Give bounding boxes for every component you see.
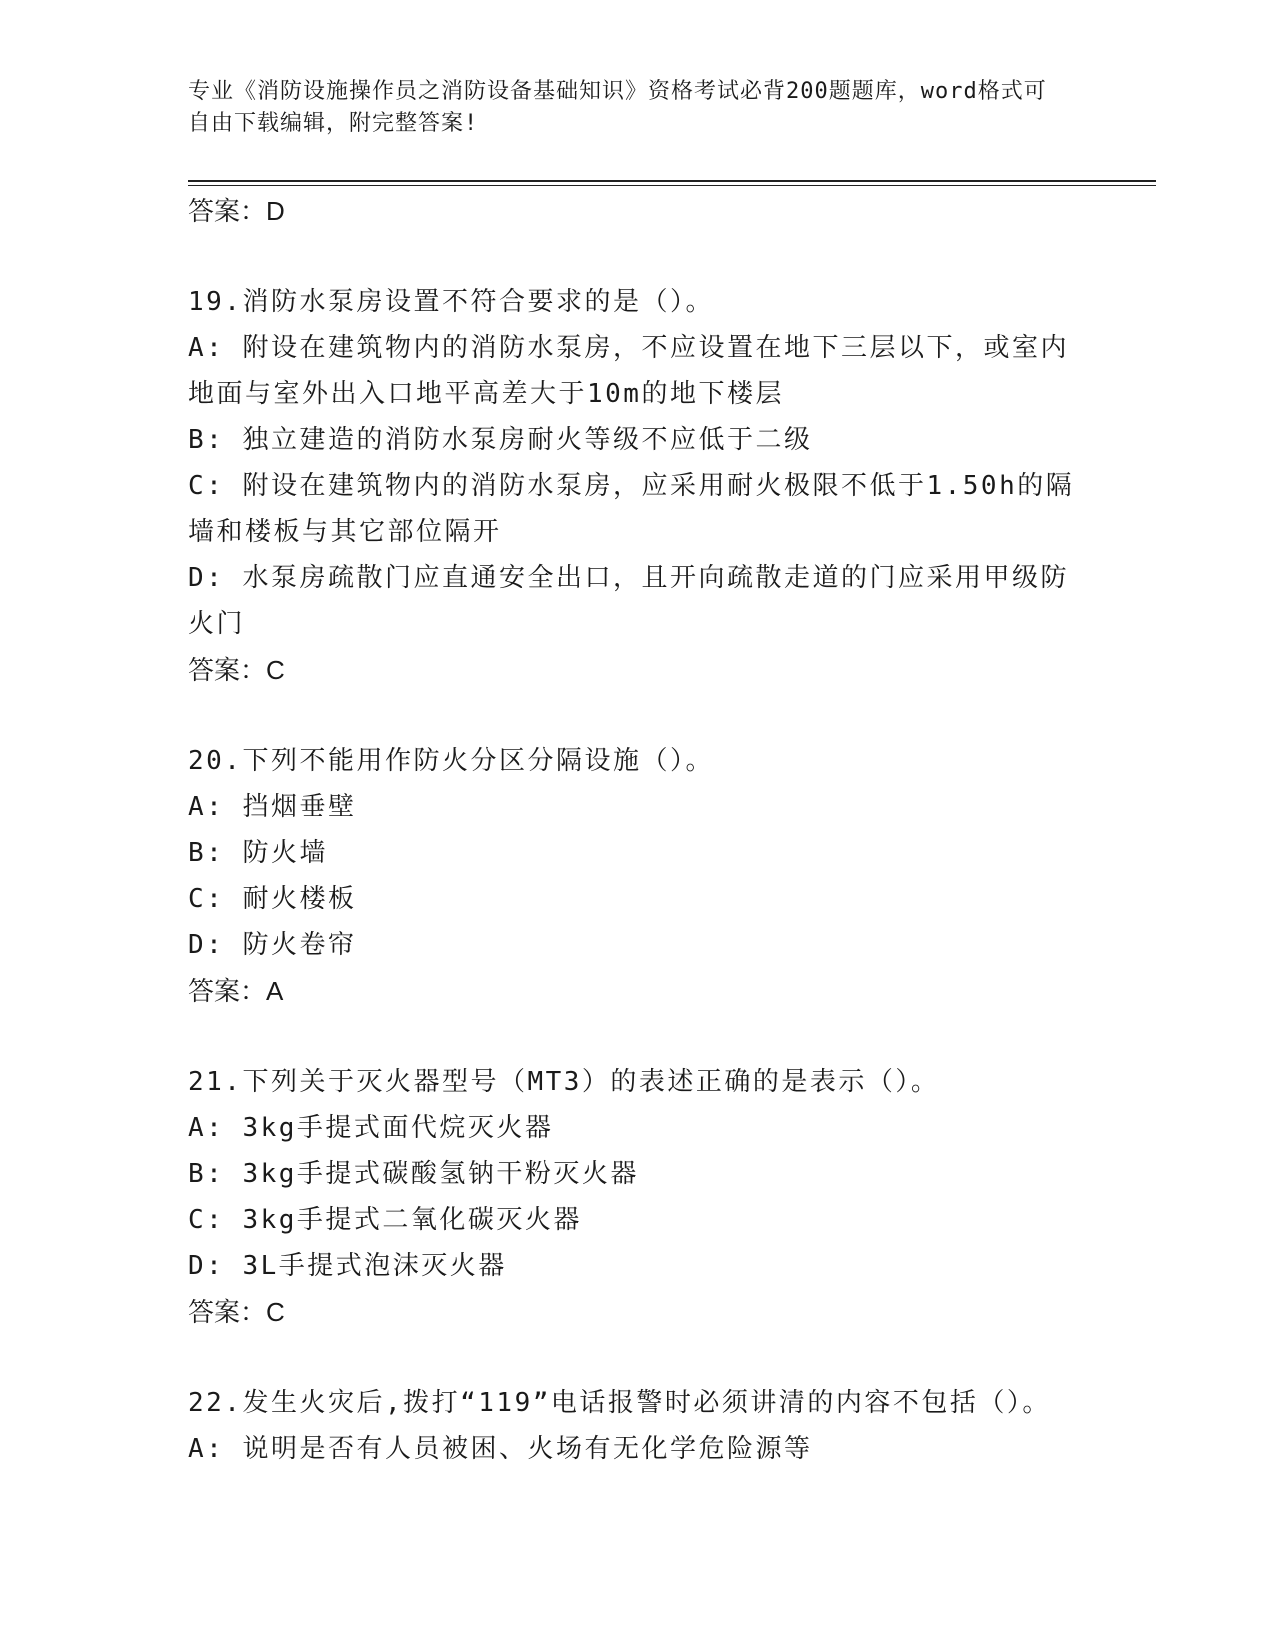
option-b: B: 防火墙 bbox=[188, 838, 328, 868]
option-a: A: 附设在建筑物内的消防水泵房，不应设置在地下三层以下，或室内地面与室外出入口地平高差大于10m的地下楼层 bbox=[188, 333, 1069, 409]
answer-line: 答案：D bbox=[188, 196, 285, 226]
question-21 bbox=[188, 1059, 1088, 1335]
option-d: D: 防火卷帘 bbox=[188, 930, 357, 960]
answer-line: 答案：C bbox=[188, 1297, 285, 1327]
document-header: 专业《消防设施操作员之消防设备基础知识》资格考试必背200题题库，word格式可自由下载编辑，附完整答案! bbox=[188, 79, 1047, 136]
question-20 bbox=[188, 738, 1088, 1014]
question-stem: 22.发生火灾后,拨打“119”电话报警时必须讲清的内容不包括（）。 bbox=[188, 1388, 1051, 1418]
option-c: C: 3kg手提式二氧化碳灭火器 bbox=[188, 1205, 582, 1235]
answer-line: 答案：C bbox=[188, 655, 285, 685]
option-c: C: 附设在建筑物内的消防水泵房，应采用耐火极限不低于1.50h的隔墙和楼板与其它部位隔开 bbox=[188, 471, 1075, 547]
question-19 bbox=[188, 279, 1088, 693]
option-d: D: 水泵房疏散门应直通安全出口，且开向疏散走道的门应采用甲级防火门 bbox=[188, 563, 1069, 639]
option-c: C: 耐火楼板 bbox=[188, 884, 357, 914]
question-stem: 20.下列不能用作防火分区分隔设施（）。 bbox=[188, 746, 714, 776]
question-stem: 19.消防水泵房设置不符合要求的是（）。 bbox=[188, 287, 714, 317]
option-a: A: 挡烟垂壁 bbox=[188, 792, 357, 822]
question-22 bbox=[188, 1380, 1088, 1472]
option-a: A: 说明是否有人员被困、火场有无化学危险源等 bbox=[188, 1434, 813, 1464]
option-b: B: 3kg手提式碳酸氢钠干粉灭火器 bbox=[188, 1159, 639, 1189]
option-b: B: 独立建造的消防水泵房耐火等级不应低于二级 bbox=[188, 425, 813, 455]
document-body bbox=[188, 188, 1088, 1472]
option-a: A: 3kg手提式面代烷灭火器 bbox=[188, 1113, 554, 1143]
header-divider-thin bbox=[188, 185, 1156, 186]
answer-line: 答案：A bbox=[188, 976, 284, 1006]
header-divider bbox=[188, 180, 1156, 182]
question-stem: 21.下列关于灭火器型号（MT3）的表述正确的是表示（）。 bbox=[188, 1067, 940, 1097]
option-d: D: 3L手提式泡沫灭火器 bbox=[188, 1251, 507, 1281]
